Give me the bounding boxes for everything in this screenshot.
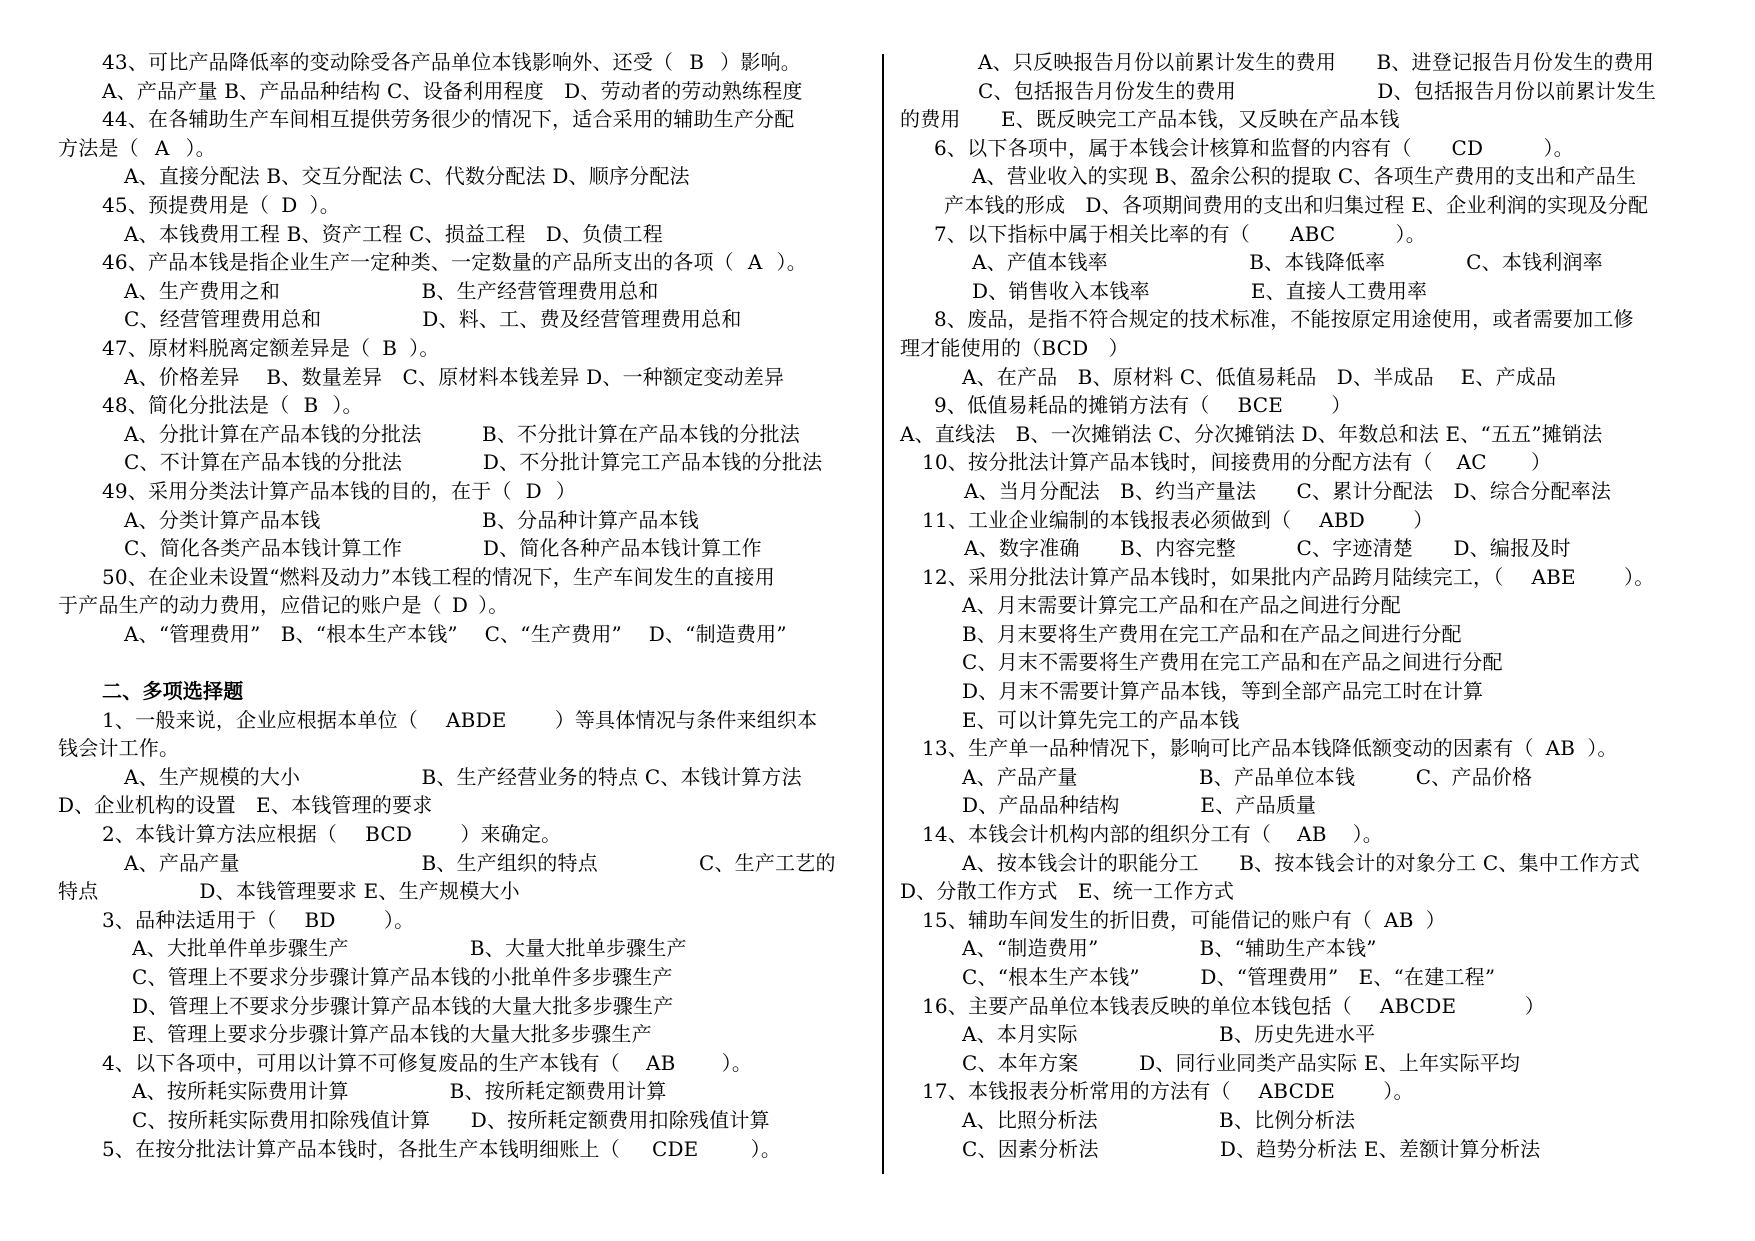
line-text: A、按所耗实际费用计算 B、按所耗定额费用计算 (132, 1079, 667, 1104)
text-line (58, 563, 866, 592)
line-text: D、分散工作方式 E、统一工作方式 (900, 879, 1235, 904)
line-text: ） (1088, 335, 1129, 360)
text-line (58, 334, 866, 363)
line-text: E、管理上要求分步骤计算产品本钱的大量大批多步骤生产 (132, 1022, 652, 1047)
line-text: E、可以计算先完工的产品本钱 (962, 707, 1240, 732)
answer-text: A (747, 250, 763, 275)
text-line (58, 791, 866, 820)
line-text: D、销售收入本钱率 E、直接人工费用率 (972, 278, 1428, 303)
answer-text: AB (645, 1050, 676, 1075)
line-text: A、分批计算在产品本钱的分批法 B、不分批计算在产品本钱的分批法 (124, 421, 800, 446)
answer-text: D (281, 192, 298, 217)
text-line (900, 477, 1730, 506)
answer-text: B (382, 335, 398, 360)
text-line (58, 1049, 866, 1078)
text-line (900, 534, 1730, 563)
text-line (900, 191, 1730, 220)
line-text: ）。 (409, 335, 440, 360)
text-line (58, 648, 866, 677)
text-line (58, 906, 866, 935)
text-line (900, 992, 1730, 1021)
text-line (900, 849, 1730, 878)
line-text: ）。 (478, 593, 509, 618)
line-text: A、生产费用之和 B、生产经营管理费用总和 (124, 278, 659, 303)
text-line (58, 162, 866, 191)
text-line (900, 391, 1730, 420)
line-text: 2、本钱计算方法应根据（ (102, 822, 338, 847)
text-line (58, 134, 866, 163)
line-text: A、生产规模的大小 B、生产经营业务的特点 C、本钱计算方法 (124, 764, 802, 789)
text-line (900, 1135, 1730, 1164)
line-text: 47、原材料脱离定额差异是（ (102, 335, 371, 360)
line-text: ）。 (1587, 736, 1618, 761)
text-line (58, 1020, 866, 1049)
line-text: D、产品品种结构 E、产品质量 (962, 793, 1317, 818)
line-text: A、产品产量 B、产品品种结构 C、设备利用程度 D、劳动者的劳动熟练程度 (102, 78, 803, 103)
text-line (900, 706, 1730, 735)
line-text: ）。 (776, 250, 807, 275)
line-text: ）。 (1363, 1079, 1414, 1104)
text-line (58, 1135, 866, 1164)
text-line (900, 334, 1730, 363)
line-text: 48、简化分批法是（ (102, 393, 290, 418)
text-line (58, 191, 866, 220)
line-text: 方法是（ (58, 135, 139, 160)
line-text: A、产值本钱率 B、本钱降低率 C、本钱利润率 (972, 250, 1603, 275)
line-text: 10、按分批法计算产品本钱时，间接费用的分配方法有（ (922, 450, 1433, 475)
line-text: A、本钱费用工程 B、资产工程 C、损益工程 D、负债工程 (124, 221, 663, 246)
line-text: ）。 (1352, 822, 1384, 847)
line-text: A、数字准确 B、内容完整 C、字迹清楚 D、编报及时 (964, 536, 1571, 561)
text-line (900, 934, 1730, 963)
line-text: 1、一般来说，企业应根据本单位（ (102, 707, 418, 732)
text-line (900, 363, 1730, 392)
answer-text: B (689, 50, 705, 74)
text-line (58, 391, 866, 420)
answer-text: BCD (365, 822, 413, 847)
line-text: ）影响。 (720, 50, 801, 74)
text-line (900, 791, 1730, 820)
line-text: ）。 (332, 393, 363, 418)
line-text: A、本月实际 B、历史先进水平 (962, 1022, 1376, 1047)
answer-text: ABCDE (1379, 993, 1457, 1018)
line-text: 二、多项选择题 (102, 679, 244, 704)
line-text: A、价格差异 B、数量差异 C、原材料本钱差异 D、一种额定变动差异 (124, 364, 785, 389)
text-line (58, 877, 866, 906)
line-text: A、在产品 B、原材料 C、低值易耗品 D、半成品 E、产成品 (962, 364, 1557, 389)
text-line (900, 591, 1730, 620)
line-text: 的费用 E、既反映完工产品本钱，又反映在产品本钱 (900, 107, 1400, 132)
line-text: 50、在企业未设置“燃料及动力”本钱工程的情况下，生产车间发生的直接用 (102, 564, 775, 589)
text-line (58, 506, 866, 535)
text-line (58, 620, 866, 649)
answer-text: ABDE (445, 707, 507, 732)
text-line (58, 77, 866, 106)
text-line (900, 305, 1730, 334)
line-text: D、管理上不要求分步骤计算产品本钱的大量大批多步骤生产 (132, 993, 674, 1018)
text-line (58, 448, 866, 477)
line-text: ）。 (1523, 135, 1574, 160)
text-line (58, 734, 866, 763)
line-text: ） (1311, 393, 1352, 418)
text-line (58, 1106, 866, 1135)
line-text: A、大批单件单步骤生产 B、大量大批单步骤生产 (132, 936, 687, 961)
right-column (900, 48, 1730, 1163)
answer-text: BD (304, 907, 336, 932)
text-line (900, 1077, 1730, 1106)
answer-text: AC (1456, 450, 1487, 475)
line-text: 14、本钱会计机构内部的组织分工有（ (922, 822, 1272, 847)
answer-text: B (303, 393, 319, 418)
line-text: 11、工业企业编制的本钱报表必须做到（ (922, 507, 1292, 532)
line-text: ） (1425, 907, 1446, 932)
line-text: C、本年方案 D、同行业同类产品实际 E、上年实际平均 (962, 1050, 1521, 1075)
text-line (900, 963, 1730, 992)
answer-text: CD (1451, 135, 1484, 160)
answer-text: AB (1545, 736, 1576, 761)
line-text: C、“根本生产本钱” D、“管理费用” E、“在建工程” (962, 965, 1496, 989)
text-line (900, 420, 1730, 449)
line-text: A、按本钱会计的职能分工 B、按本钱会计的对象分工 C、集中工作方式 (962, 850, 1640, 875)
line-text: A、“制造费用” B、“辅助生产本钱” (962, 936, 1377, 961)
line-text: 6、以下各项中，属于本钱会计核算和监督的内容有（ (934, 135, 1412, 160)
text-line (900, 648, 1730, 677)
text-line (58, 105, 866, 134)
text-line (900, 77, 1730, 106)
text-line (900, 563, 1730, 592)
answer-text: BCE (1237, 393, 1284, 418)
line-text: ）等具体情况与条件来组织本 (534, 707, 818, 732)
line-text: 46、产品本钱是指企业生产一定种类、一定数量的产品所支出的各项（ (102, 250, 734, 275)
text-line (900, 820, 1730, 849)
line-text: 17、本钱报表分析常用的方法有（ (922, 1079, 1231, 1104)
line-text: C、管理上不要求分步骤计算产品本钱的小批单件多步骤生产 (132, 965, 673, 989)
text-line (900, 248, 1730, 277)
answer-text: BCD (1041, 335, 1089, 360)
text-line (900, 1106, 1730, 1135)
line-text: A、只反映报告月份以前累计发生的费用 B、进登记报告月份发生的费用 (978, 50, 1654, 74)
answer-text: A (154, 135, 170, 160)
text-line (900, 162, 1730, 191)
line-text: C、按所耗实际费用扣除残值计算 D、按所耗定额费用扣除残值计算 (132, 1107, 770, 1132)
column-divider (882, 54, 884, 1174)
text-line (58, 220, 866, 249)
answer-text: AB (1297, 822, 1327, 847)
answer-text: ABE (1531, 564, 1576, 589)
text-line (58, 534, 866, 563)
line-text: D、企业机构的设置 E、本钱管理的要求 (58, 793, 433, 818)
line-text: 钱会计工作。 (58, 736, 180, 761)
line-text: 7、以下指标中属于相关比率的有（ (934, 221, 1250, 246)
line-text: 15、辅助车间发生的折旧费，可能借记的账户有（ (922, 907, 1373, 932)
text-line (900, 877, 1730, 906)
text-line (58, 248, 866, 277)
line-text: A、直线法 B、一次摊销法 C、分次摊销法 D、年数总和法 E、“五五”摊销法 (900, 421, 1603, 446)
text-line (58, 48, 866, 77)
line-text: C、经营管理费用总和 D、料、工、费及经营管理费用总和 (124, 307, 742, 332)
text-line (58, 992, 866, 1021)
answer-text: D (451, 593, 469, 618)
text-line (58, 1077, 866, 1106)
line-text: A、直接分配法 B、交互分配法 C、代数分配法 D、顺序分配法 (124, 164, 690, 189)
section-heading (58, 677, 866, 706)
line-text: A、比照分析法 B、比例分析法 (962, 1107, 1356, 1132)
line-text: 3、品种法适用于（ (102, 907, 277, 932)
text-line (58, 963, 866, 992)
text-line (900, 48, 1730, 77)
line-text: A、“管理费用” B、“根本生产本钱” C、“生产费用” D、“制造费用” (124, 621, 787, 646)
line-text: 产本钱的形成 D、各项期间费用的支出和归集过程 E、企业利润的实现及分配 (944, 192, 1649, 217)
line-text: 43、可比产品降低率的变动除受各产品单位本钱影响外、还受（ (102, 50, 674, 74)
line-text: A、分类计算产品本钱 B、分品种计算产品本钱 (124, 507, 699, 532)
line-text: ）。 (309, 192, 340, 217)
text-line (900, 220, 1730, 249)
text-line (900, 506, 1730, 535)
text-line (58, 591, 866, 620)
line-text: B、月末要将生产费用在完工产品和在产品之间进行分配 (962, 621, 1462, 646)
line-text: 于产品生产的动力费用，应借记的账户是（ (58, 593, 442, 618)
text-line (900, 734, 1730, 763)
line-text: ）。 (1603, 564, 1655, 589)
line-text: A、月末需要计算完工产品和在产品之间进行分配 (962, 593, 1401, 618)
text-line (58, 763, 866, 792)
line-text: ）。 (701, 1050, 753, 1075)
line-text: ） (1510, 450, 1552, 475)
line-text: C、包括报告月份发生的费用 D、包括报告月份以前累计发生 (978, 78, 1657, 103)
line-text: ） (1393, 507, 1434, 532)
line-text: ）。 (1375, 221, 1426, 246)
line-text: 理才能使用的（ (900, 335, 1042, 360)
answer-text: CDE (651, 1136, 699, 1161)
line-text: A、产品产量 B、产品单位本钱 C、产品价格 (962, 764, 1533, 789)
text-line (58, 277, 866, 306)
text-line (58, 420, 866, 449)
line-text: 45、预提费用是（ (102, 192, 270, 217)
line-text: A、当月分配法 B、约当产量法 C、累计分配法 D、综合分配率法 (964, 478, 1612, 503)
text-line (58, 363, 866, 392)
line-text: 49、采用分类法计算产品本钱的目的，在于（ (102, 478, 512, 503)
line-text: ）来确定。 (440, 822, 562, 847)
line-text: ） (1484, 993, 1545, 1018)
text-line (58, 305, 866, 334)
text-line (58, 706, 866, 735)
text-line (900, 1020, 1730, 1049)
line-text: 13、生产单一品种情况下，影响可比产品本钱降低额变动的因素有（ (922, 736, 1534, 761)
line-text: 44、在各辅助生产车间相互提供劳务很少的情况下，适合采用的辅助生产分配 (102, 107, 795, 132)
text-line (900, 620, 1730, 649)
line-text: C、月末不需要将生产费用在完工产品和在产品之间进行分配 (962, 650, 1503, 675)
line-text: A、营业收入的实现 B、盈余公积的提取 C、各项生产费用的支出和产品生 (972, 164, 1637, 189)
text-line (900, 1049, 1730, 1078)
text-line (58, 477, 866, 506)
line-text: 4、以下各项中，可用以计算不可修复废品的生产本钱有（ (102, 1050, 620, 1075)
line-text: ）。 (363, 907, 415, 932)
text-line (58, 849, 866, 878)
line-text: ）。 (730, 1136, 782, 1161)
line-text: 9、低值易耗品的摊销方法有（ (934, 393, 1210, 418)
answer-text: ABD (1319, 507, 1366, 532)
answer-text: ABC (1289, 221, 1336, 246)
text-line (900, 105, 1730, 134)
text-line (900, 906, 1730, 935)
answer-text: AB (1384, 907, 1414, 932)
line-text: ）。 (185, 135, 216, 160)
line-text: ） (555, 478, 577, 503)
text-line (900, 763, 1730, 792)
answer-text: ABCDE (1258, 1079, 1336, 1104)
text-line (900, 277, 1730, 306)
line-text: C、因素分析法 D、趋势分析法 E、差额计算分析法 (962, 1136, 1541, 1161)
text-line (900, 677, 1730, 706)
answer-text: D (525, 478, 542, 503)
left-column (58, 48, 866, 1163)
line-text: 16、主要产品单位本钱表反映的单位本钱包括（ (922, 993, 1352, 1018)
line-text: 特点 D、本钱管理要求 E、生产规模大小 (58, 879, 520, 904)
line-text: D、月末不需要计算产品本钱，等到全部产品完工时在计算 (962, 679, 1484, 704)
line-text: C、简化各类产品本钱计算工作 D、简化各种产品本钱计算工作 (124, 536, 762, 561)
line-text: 5、在按分批法计算产品本钱时，各批生产本钱明细账上（ (102, 1136, 620, 1161)
text-line (900, 448, 1730, 477)
line-text: 8、废品，是指不符合规定的技术标准，不能按原定用途使用，或者需要加工修 (934, 307, 1634, 332)
text-line (900, 134, 1730, 163)
text-line (58, 820, 866, 849)
line-text: 12、采用分批法计算产品本钱时，如果批内产品跨月陆续完工，（ (922, 564, 1504, 589)
text-line (58, 934, 866, 963)
line-text: C、不计算在产品本钱的分批法 D、不分批计算完工产品本钱的分批法 (124, 450, 823, 475)
line-text: A、产品产量 B、生产组织的特点 C、生产工艺的 (124, 850, 836, 875)
